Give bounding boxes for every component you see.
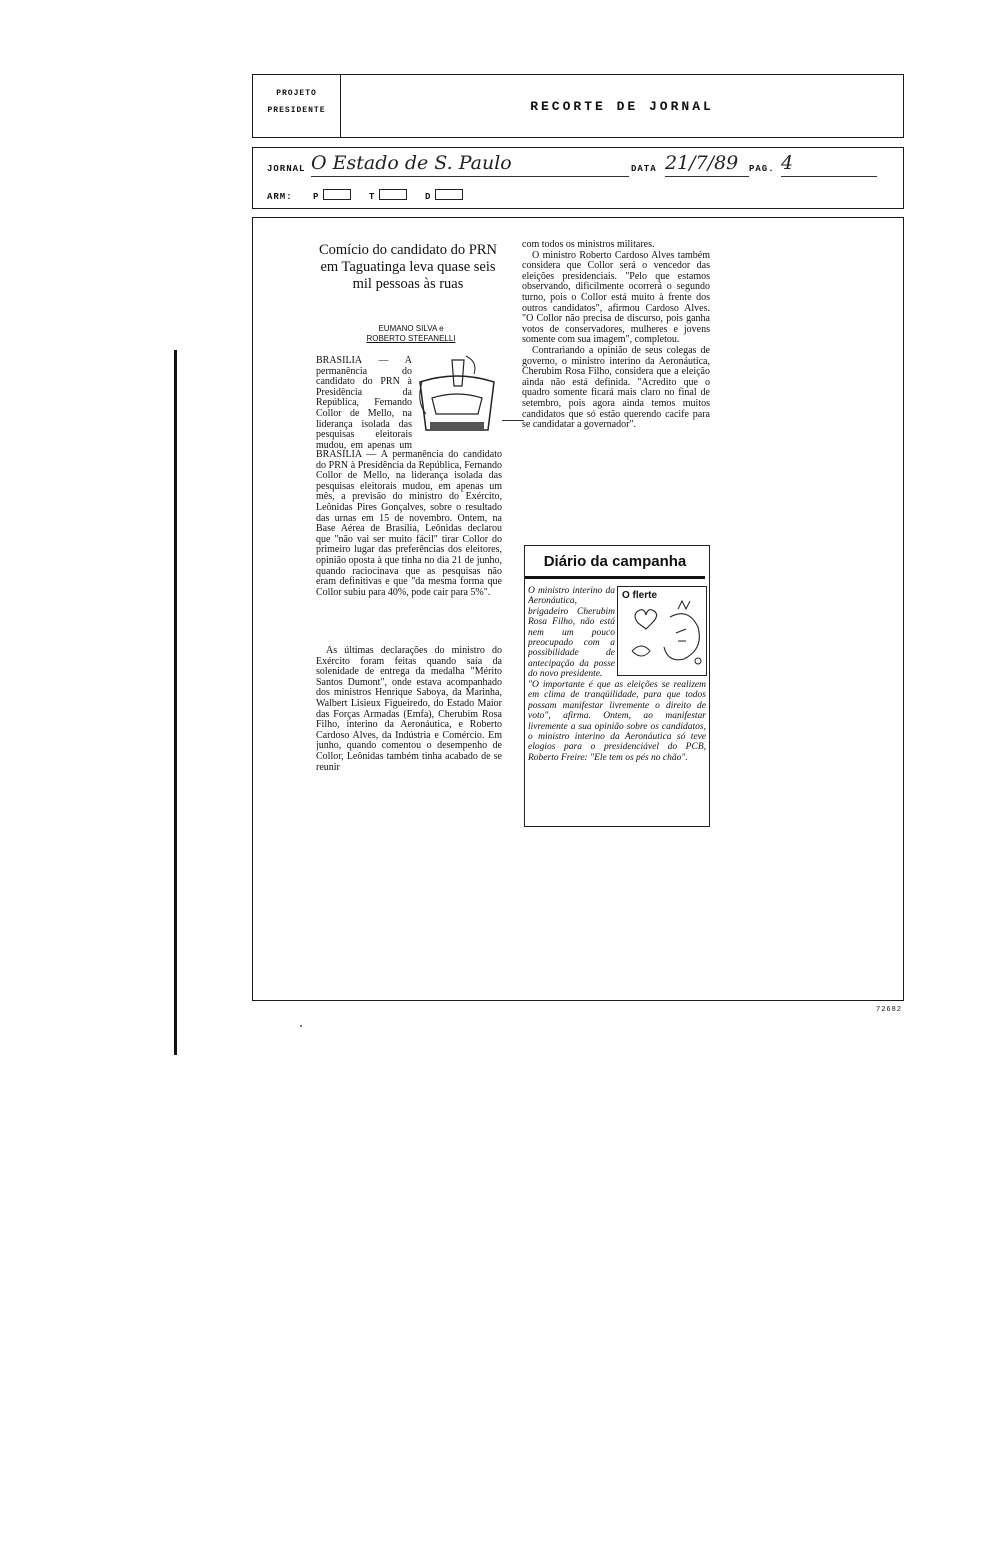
cartoon-label: O flerte (622, 590, 658, 601)
byline-line-1: EUMANO SILVA e (378, 324, 444, 333)
diario-title: Diário da campanha (525, 546, 705, 579)
illustration-pointer-line (502, 420, 524, 421)
lead-wrapped (316, 356, 412, 450)
article-para-2: As últimas declarações do ministro do Exército foram feitas quando saía da solenidade de entrega da medalha "Mérito Santos Dumont", onde estava acompanhado dos ministros Henrique Saboya, da Marinha, Walbert Lisieux Figueiredo, do Estado Maior das Forças Armadas (Emfa), Cherubim Rosa Filho, interino da Aeronáutica, e Roberto Cardoso Alves, da Indústria e Comércio. Em junho, quando comentou o desempenho de Collor, Leônidas também tinha acabado de se reunir (316, 646, 502, 773)
article-para-3: O ministro Roberto Cardoso Alves também considera que Collor será o vencedor das eleições presidenciais. "Pelo que estamos observando, dificilmente ocorrerá o segundo turno, pois o Collor está muito à frente dos outros candidatos", afirmou Cardoso Alves. "O Collor não precisa de discurso, pois ganha votos de conservadores, mulheres e jovens somente com sua imagem", completou. (522, 249, 710, 346)
article-lead-top: BRASÍLIA — A permanência do candidato do PRN à Presidência da República, Fernando Collor de Mello, na liderança isolada das pesquisas eleitorais mudou, em apenas um (316, 356, 412, 450)
ballot-box-illustration (412, 352, 502, 442)
article-para-2-block (316, 646, 502, 832)
page-title: RECORTE DE JORNAL (530, 98, 714, 114)
arm-label: ARM: (267, 192, 293, 202)
byline-line-2: ROBERTO STEFANELLI (366, 334, 456, 343)
arm-field-p-label: P (313, 192, 320, 202)
scan-speck (300, 1025, 302, 1027)
project-label (253, 75, 341, 137)
footer-code: 72682 (876, 1006, 903, 1014)
article-para-4: Contrariando a opinião de seus colegas de governo, o ministro interino da Aeronáutica, Cherubim Rosa Filho, considera que a eleição ainda não está definida. "Acredito que o quadro somente ficará mais claro no final de setembro, pois agora ainda temos muitos candidatos que só estão querendo cacife para se candidatar a governador". (522, 344, 710, 431)
arm-field-d-label: D (425, 192, 432, 202)
pag-value: 4 (781, 152, 877, 177)
arm-field-t-label: T (369, 192, 376, 202)
jornal-value: O Estado de S. Paulo (311, 152, 629, 177)
diario-text-bottom: "O importante é que as eleições se realizem em clima de tranqüilidade, para que todos possam manifestar livremente o direito de voto", afirma. Ontem, ao manifestar livremente a sua opinião sobre os candidatos, o ministro interino da Aeronáutica só teve elogios para o presidenciável do PCB, Roberto Freire: "Ele tem os pés no chão". (528, 680, 706, 763)
diario-text-top: O ministro interino da Aeronáutica, brigadeiro Cherubim Rosa Filho, não está nem um pouco preocupado com a possibilidade de antecipação da posse do novo presidente. (528, 586, 615, 680)
data-label: DATA (631, 164, 657, 174)
pag-label: PAG. (749, 164, 775, 174)
arm-field-t-box (379, 189, 407, 200)
jornal-label: JORNAL (267, 164, 306, 174)
arm-field-p-box (323, 189, 351, 200)
header-box (252, 74, 904, 138)
lead-continued (316, 450, 502, 642)
project-line-2: PRESIDENTE (267, 106, 326, 115)
arm-field-d-box (435, 189, 463, 200)
data-value: 21/7/89 (665, 152, 749, 177)
article-lead: BRASÍLIA — A permanência do candidato do PRN à Presidência da República, Fernando Collor de Mello, na liderança isolada das pesquisas eleitorais mudou, em apenas um mês, a previsão do ministro do Exército, Leônidas Pires Gonçalves, sobre o resultado das urnas em 15 de novembro. Ontem, na Base Aérea de Brasília, Leônidas declarou que "não vai ser muito fácil" tirar Collor do primeiro lugar das preferências dos eleitores, opinião oposta à que tinha no dia 21 de junho, quando raciocinava que as pesquisas não eram definitivas e que "da mesma forma que Collor subiu para 40%, pode cair para 5%". (316, 450, 502, 598)
cartoon-flerte (617, 586, 707, 676)
article-col2-cont: com todos os ministros militares. (522, 240, 655, 250)
diario-box (524, 545, 710, 827)
clip-info-box (252, 147, 904, 209)
project-line-1: PROJETO (276, 89, 317, 98)
scan-edge-line (174, 350, 177, 1055)
right-column-text (522, 240, 710, 540)
article-headline: Comício do candidato do PRN em Taguatinga leva quase seis mil pessoas às ruas (318, 242, 497, 292)
article-byline (356, 324, 466, 344)
